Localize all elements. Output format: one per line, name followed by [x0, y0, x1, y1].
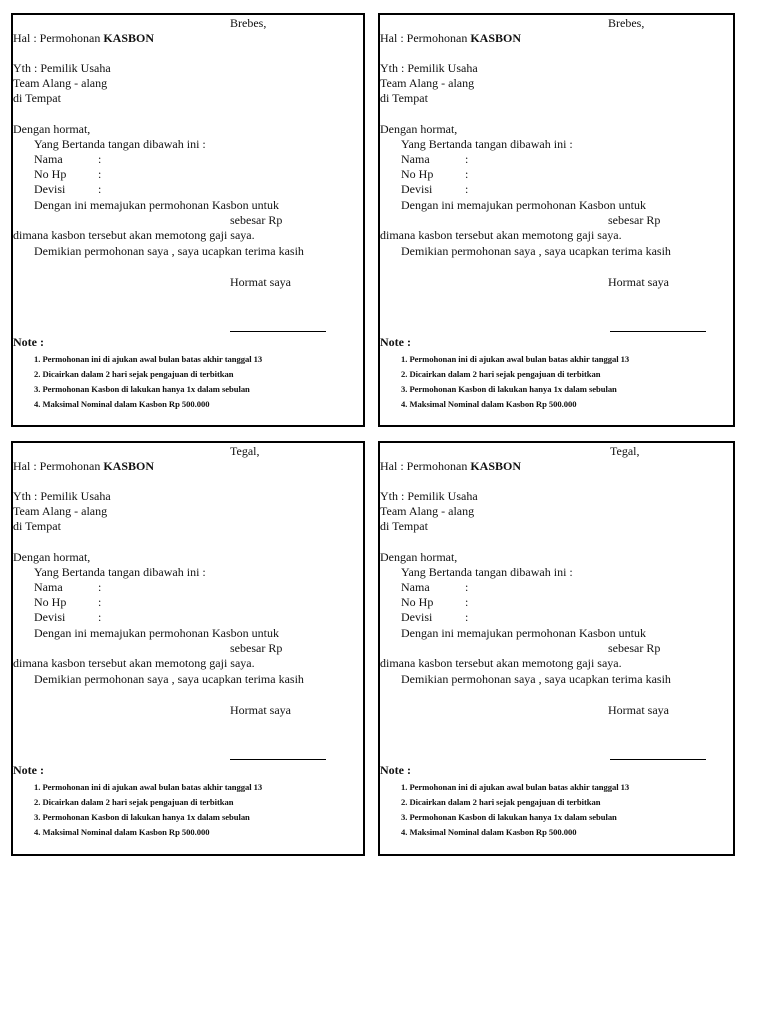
subject-kasbon: KASBON	[470, 31, 522, 45]
note-item-4: 4. Maksimal Nominal dalam Kasbon Rp 500.000	[401, 399, 577, 409]
field-nama-colon: :	[98, 580, 102, 594]
note-item-3: 3. Permohonan Kasbon di lakukan hanya 1x dalam sebulan	[34, 812, 250, 822]
city-date: Brebes,	[608, 16, 645, 30]
subject-prefix: Hal : Permohonan	[380, 31, 471, 45]
note-title: Note :	[13, 335, 44, 349]
intro-text: Yang Bertanda tangan dibawah ini :	[34, 565, 206, 579]
field-nama-label: Nama	[34, 152, 63, 166]
field-nohp-colon: :	[465, 595, 469, 609]
note-item-1: 1. Permohonan ini di ajukan awal bulan batas akhir tanggal 13	[401, 354, 630, 364]
subject-line	[13, 459, 154, 474]
subject-prefix: Hal : Permohonan	[13, 459, 104, 473]
place: di Tempat	[380, 91, 428, 105]
note-item-2: 2. Dicairkan dalam 2 hari sejak pengajuan di terbitkan	[401, 369, 601, 379]
kasbon-form-1	[11, 13, 365, 427]
note-item-2: 2. Dicairkan dalam 2 hari sejak pengajuan di terbitkan	[34, 797, 234, 807]
subject-prefix: Hal : Permohonan	[13, 31, 104, 45]
recipient: Yth : Pemilik Usaha	[13, 489, 111, 503]
field-nama-colon: :	[465, 580, 469, 594]
greeting: Dengan hormat,	[380, 550, 458, 564]
field-nohp-label: No Hp	[34, 167, 67, 181]
team-name: Team Alang - alang	[13, 504, 108, 518]
city-date: Tegal,	[610, 444, 640, 458]
note-item-4: 4. Maksimal Nominal dalam Kasbon Rp 500.000	[34, 399, 210, 409]
regards: Hormat saya	[608, 275, 669, 289]
closing-text: Demikian permohonan saya , saya ucapkan terima kasih	[401, 672, 671, 686]
body-line-1: Dengan ini memajukan permohonan Kasbon untuk	[401, 626, 646, 640]
greeting: Dengan hormat,	[380, 122, 458, 136]
note-item-4: 4. Maksimal Nominal dalam Kasbon Rp 500.000	[34, 827, 210, 837]
signature-line	[610, 331, 706, 332]
signature-line	[230, 759, 326, 760]
field-devisi-colon: :	[98, 610, 102, 624]
body-line-2: dimana kasbon tersebut akan memotong gaji saya.	[380, 228, 622, 242]
team-name: Team Alang - alang	[380, 504, 475, 518]
signature-line	[230, 331, 326, 332]
body-line-2: dimana kasbon tersebut akan memotong gaji saya.	[380, 656, 622, 670]
regards: Hormat saya	[608, 703, 669, 717]
field-nohp-colon: :	[98, 595, 102, 609]
field-devisi-label: Devisi	[34, 610, 66, 624]
note-item-1: 1. Permohonan ini di ajukan awal bulan batas akhir tanggal 13	[34, 354, 263, 364]
field-devisi-label: Devisi	[401, 610, 433, 624]
note-item-1: 1. Permohonan ini di ajukan awal bulan batas akhir tanggal 13	[34, 782, 263, 792]
place: di Tempat	[13, 519, 61, 533]
team-name: Team Alang - alang	[13, 76, 108, 90]
field-devisi-label: Devisi	[34, 182, 66, 196]
note-title: Note :	[13, 763, 44, 777]
field-nama-label: Nama	[401, 580, 430, 594]
note-item-3: 3. Permohonan Kasbon di lakukan hanya 1x dalam sebulan	[401, 812, 617, 822]
place: di Tempat	[380, 519, 428, 533]
field-nohp-label: No Hp	[401, 167, 434, 181]
note-item-2: 2. Dicairkan dalam 2 hari sejak pengajuan di terbitkan	[34, 369, 234, 379]
note-item-2: 2. Dicairkan dalam 2 hari sejak pengajuan di terbitkan	[401, 797, 601, 807]
regards: Hormat saya	[230, 275, 291, 289]
subject-kasbon: KASBON	[470, 459, 522, 473]
field-nama-colon: :	[98, 152, 102, 166]
field-nohp-colon: :	[98, 167, 102, 181]
field-devisi-colon: :	[465, 182, 469, 196]
subject-line	[380, 31, 521, 46]
greeting: Dengan hormat,	[13, 122, 91, 136]
regards: Hormat saya	[230, 703, 291, 717]
field-nohp-label: No Hp	[401, 595, 434, 609]
subject-line	[13, 31, 154, 46]
note-item-1: 1. Permohonan ini di ajukan awal bulan batas akhir tanggal 13	[401, 782, 630, 792]
amount-label: sebesar Rp	[608, 641, 661, 655]
recipient: Yth : Pemilik Usaha	[380, 489, 478, 503]
amount-label: sebesar Rp	[230, 641, 283, 655]
note-title: Note :	[380, 335, 411, 349]
recipient: Yth : Pemilik Usaha	[380, 61, 478, 75]
subject-line	[380, 459, 521, 474]
intro-text: Yang Bertanda tangan dibawah ini :	[401, 565, 573, 579]
team-name: Team Alang - alang	[380, 76, 475, 90]
field-nohp-label: No Hp	[34, 595, 67, 609]
place: di Tempat	[13, 91, 61, 105]
body-line-1: Dengan ini memajukan permohonan Kasbon untuk	[401, 198, 646, 212]
body-line-2: dimana kasbon tersebut akan memotong gaji saya.	[13, 656, 255, 670]
field-nama-colon: :	[465, 152, 469, 166]
field-devisi-label: Devisi	[401, 182, 433, 196]
intro-text: Yang Bertanda tangan dibawah ini :	[34, 137, 206, 151]
kasbon-form-2	[378, 13, 735, 427]
closing-text: Demikian permohonan saya , saya ucapkan terima kasih	[401, 244, 671, 258]
field-nama-label: Nama	[401, 152, 430, 166]
field-nohp-colon: :	[465, 167, 469, 181]
field-devisi-colon: :	[465, 610, 469, 624]
closing-text: Demikian permohonan saya , saya ucapkan terima kasih	[34, 672, 304, 686]
body-line-2: dimana kasbon tersebut akan memotong gaji saya.	[13, 228, 255, 242]
note-item-3: 3. Permohonan Kasbon di lakukan hanya 1x dalam sebulan	[401, 384, 617, 394]
body-line-1: Dengan ini memajukan permohonan Kasbon untuk	[34, 626, 279, 640]
amount-label: sebesar Rp	[230, 213, 283, 227]
kasbon-form-3	[11, 441, 365, 856]
body-line-1: Dengan ini memajukan permohonan Kasbon untuk	[34, 198, 279, 212]
closing-text: Demikian permohonan saya , saya ucapkan terima kasih	[34, 244, 304, 258]
city-date: Brebes,	[230, 16, 267, 30]
intro-text: Yang Bertanda tangan dibawah ini :	[401, 137, 573, 151]
greeting: Dengan hormat,	[13, 550, 91, 564]
subject-kasbon: KASBON	[103, 31, 155, 45]
field-devisi-colon: :	[98, 182, 102, 196]
recipient: Yth : Pemilik Usaha	[13, 61, 111, 75]
field-nama-label: Nama	[34, 580, 63, 594]
note-item-4: 4. Maksimal Nominal dalam Kasbon Rp 500.000	[401, 827, 577, 837]
subject-kasbon: KASBON	[103, 459, 155, 473]
amount-label: sebesar Rp	[608, 213, 661, 227]
note-item-3: 3. Permohonan Kasbon di lakukan hanya 1x dalam sebulan	[34, 384, 250, 394]
note-title: Note :	[380, 763, 411, 777]
subject-prefix: Hal : Permohonan	[380, 459, 471, 473]
kasbon-form-4	[378, 441, 735, 856]
signature-line	[610, 759, 706, 760]
city-date: Tegal,	[230, 444, 260, 458]
